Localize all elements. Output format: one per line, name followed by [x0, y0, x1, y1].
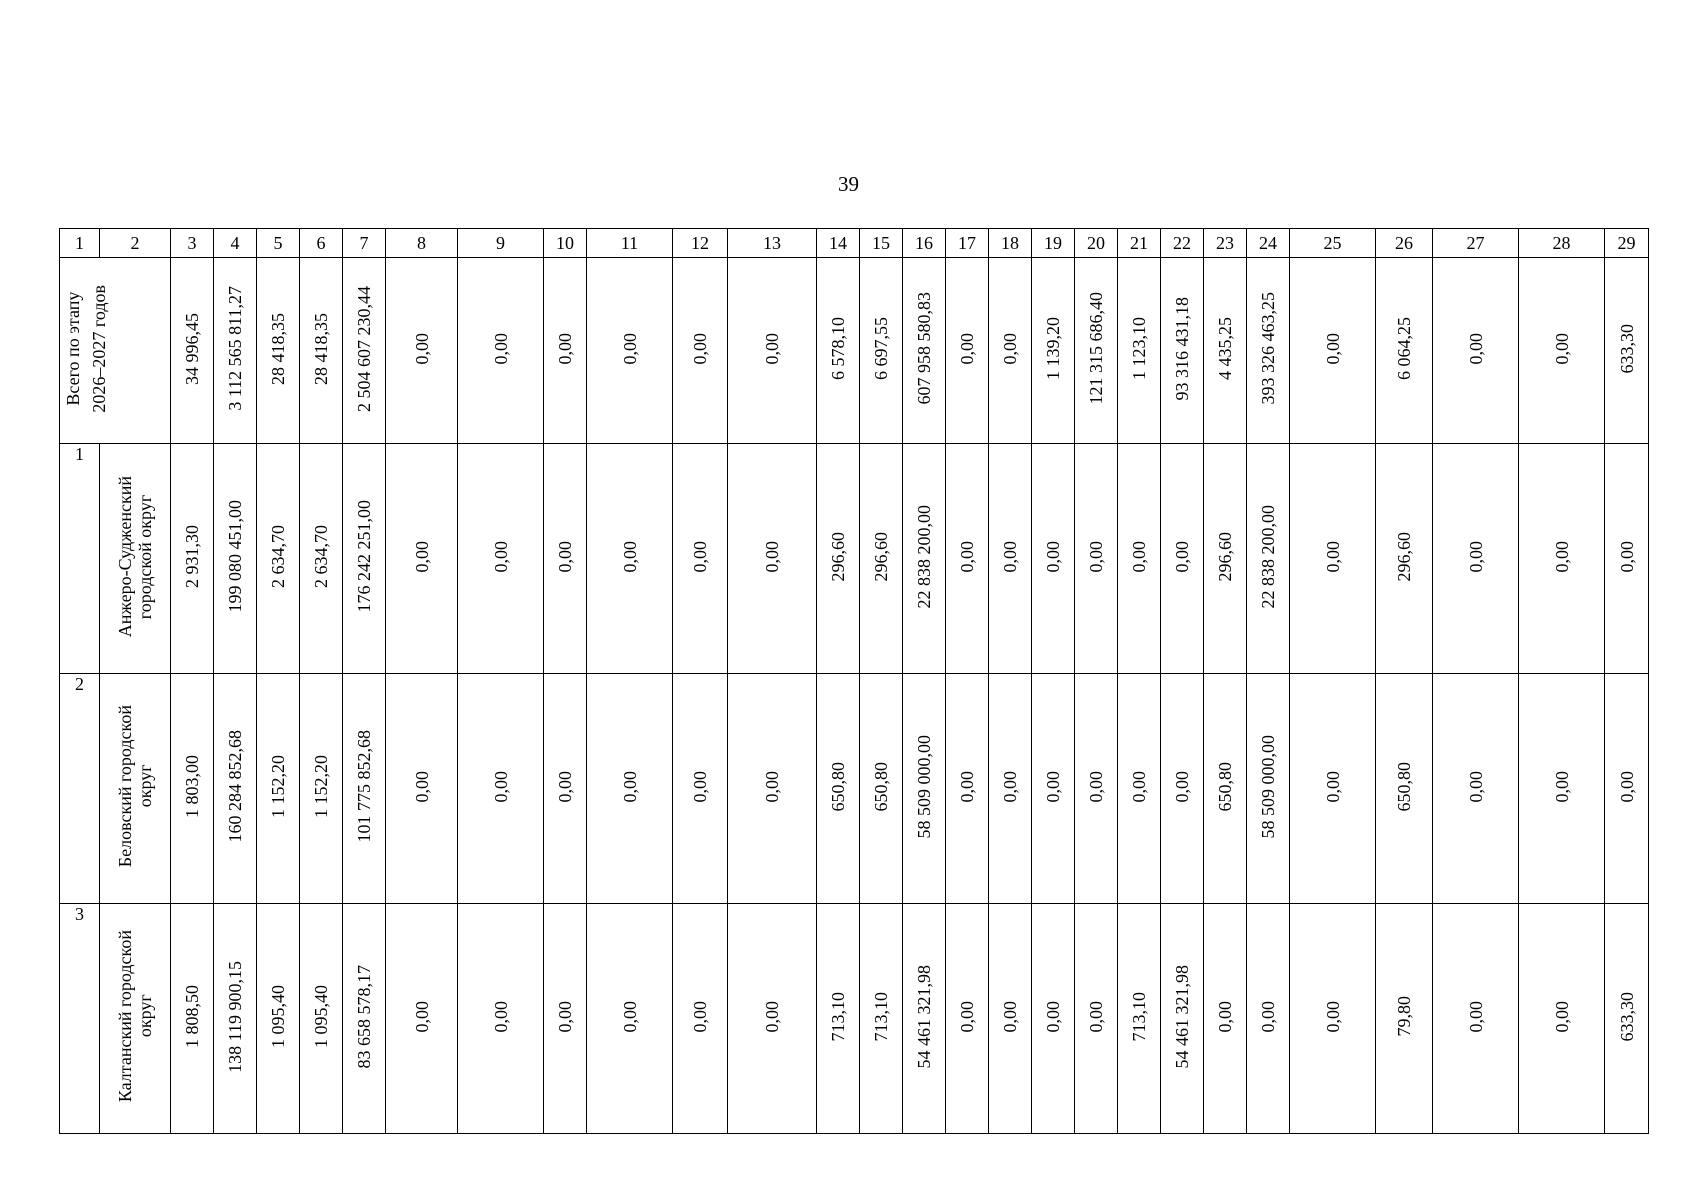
value-cell-text: 101 775 852,68	[354, 730, 374, 843]
value-cell	[817, 444, 860, 674]
value-cell-text: 0,00	[957, 770, 977, 803]
value-cell-text: 0,00	[411, 1000, 432, 1033]
value-cell	[343, 904, 386, 1134]
column-number-cell	[1204, 229, 1247, 258]
value-cell	[1519, 904, 1605, 1134]
column-number-cell-text: 6	[316, 233, 326, 253]
value-cell-text: 0,00	[1551, 1000, 1572, 1033]
total-value-cell	[1290, 258, 1376, 444]
value-cell	[946, 674, 989, 904]
total-value-cell	[343, 258, 386, 444]
value-cell	[1247, 444, 1290, 674]
value-cell-text: 1 152,20	[311, 755, 331, 818]
value-cell	[343, 444, 386, 674]
column-number-cell	[343, 229, 386, 258]
total-value-cell	[1118, 258, 1161, 444]
value-cell	[343, 674, 386, 904]
value-cell-text: 0,00	[957, 1000, 977, 1033]
total-value-cell	[544, 258, 587, 444]
value-cell-text: 0,00	[555, 770, 575, 803]
column-number-cell-text: 22	[1173, 233, 1191, 253]
value-cell	[257, 674, 300, 904]
total-value-cell-text: 0,00	[957, 332, 977, 365]
value-cell	[1519, 444, 1605, 674]
total-value-cell-text: 0,00	[1322, 332, 1343, 365]
total-value-cell-text: 393 326 463,25	[1258, 292, 1278, 405]
value-cell	[386, 444, 458, 674]
column-number-cell	[386, 229, 458, 258]
value-cell	[1376, 674, 1433, 904]
value-cell	[946, 904, 989, 1134]
total-value-cell	[946, 258, 989, 444]
total-row	[60, 258, 1649, 444]
value-cell	[1118, 674, 1161, 904]
value-cell-text: 650,80	[828, 761, 848, 812]
total-value-cell-text: 0,00	[1000, 332, 1020, 365]
value-cell-text: 296,60	[1394, 531, 1414, 582]
row-index-text: 1	[75, 444, 84, 464]
value-cell	[1247, 674, 1290, 904]
value-cell-text: 0,00	[411, 540, 432, 573]
value-cell	[544, 904, 587, 1134]
value-cell	[214, 904, 257, 1134]
value-cell-text: 0,00	[619, 540, 640, 573]
value-cell-text: 0,00	[1551, 770, 1572, 803]
value-cell-text: 0,00	[1086, 1000, 1106, 1033]
total-value-cell	[386, 258, 458, 444]
value-cell	[1161, 444, 1204, 674]
value-cell	[989, 444, 1032, 674]
value-cell-text: 0,00	[1322, 770, 1343, 803]
value-cell-text: 1 152,20	[268, 755, 288, 818]
column-number-cell	[673, 229, 728, 258]
total-value-cell	[458, 258, 544, 444]
total-value-cell-text: 6 697,55	[871, 317, 891, 380]
total-value-cell	[1376, 258, 1433, 444]
municipality-name-text: Анжеро-Судженский городской округ	[115, 475, 155, 638]
value-cell-text: 0,00	[1043, 770, 1063, 803]
value-cell	[386, 674, 458, 904]
column-number-cell-text: 1	[75, 233, 84, 253]
total-value-cell	[1605, 258, 1649, 444]
value-cell-text: 58 509 000,00	[914, 734, 934, 839]
total-value-cell-text: 93 316 431,18	[1172, 296, 1192, 401]
total-value-cell	[257, 258, 300, 444]
column-number-cell-text: 16	[915, 233, 933, 253]
value-cell-text: 0,00	[1465, 540, 1486, 573]
value-cell	[903, 444, 946, 674]
value-cell	[860, 674, 903, 904]
row-index	[60, 904, 100, 1134]
column-number-cell-text: 24	[1259, 233, 1277, 253]
value-cell-text: 0,00	[1215, 1000, 1235, 1033]
value-cell-text: 0,00	[762, 1000, 782, 1033]
value-cell	[1290, 904, 1376, 1134]
value-cell	[214, 444, 257, 674]
total-value-cell-text: 28 418,35	[311, 312, 331, 385]
total-value-cell-text: 0,00	[762, 332, 782, 365]
column-number-cell-text: 26	[1395, 233, 1413, 253]
column-number-cell	[1290, 229, 1376, 258]
value-cell	[817, 674, 860, 904]
value-cell-text: 0,00	[619, 1000, 640, 1033]
value-cell-text: 713,10	[1129, 991, 1149, 1042]
column-number-cell	[817, 229, 860, 258]
municipality-name	[100, 904, 171, 1134]
value-cell	[458, 444, 544, 674]
value-cell	[673, 674, 728, 904]
column-number-cell	[728, 229, 817, 258]
value-cell-text: 0,00	[1551, 540, 1572, 573]
value-cell-text: 79,80	[1394, 996, 1414, 1037]
column-number-cell-text: 7	[359, 233, 369, 253]
total-value-cell	[300, 258, 343, 444]
value-cell-text: 22 838 200,00	[1258, 504, 1278, 609]
total-value-cell-text: 0,00	[490, 332, 511, 365]
value-cell	[1075, 444, 1118, 674]
value-cell-text: 160 284 852,68	[225, 730, 245, 843]
value-cell-text: 0,00	[762, 540, 782, 573]
total-value-cell-text: 0,00	[555, 332, 575, 365]
table-row	[60, 674, 1649, 904]
value-cell	[728, 904, 817, 1134]
municipality-name	[100, 444, 171, 674]
value-cell	[1290, 444, 1376, 674]
value-cell-text: 0,00	[1465, 1000, 1486, 1033]
value-cell-text: 0,00	[490, 540, 511, 573]
column-number-cell	[60, 229, 100, 258]
value-cell	[1605, 674, 1649, 904]
value-cell-text: 0,00	[411, 770, 432, 803]
column-number-cell-text: 18	[1001, 233, 1019, 253]
value-cell	[544, 444, 587, 674]
page-number: 39	[838, 172, 859, 196]
value-cell	[1376, 444, 1433, 674]
total-value-cell	[1433, 258, 1519, 444]
value-cell-text: 0,00	[1616, 770, 1637, 803]
total-value-cell-text: 34 996,45	[182, 312, 202, 385]
value-cell-text: 176 242 251,00	[354, 500, 374, 613]
column-number-cell-text: 27	[1466, 233, 1485, 253]
total-value-cell-text: 6 064,25	[1394, 317, 1414, 380]
value-cell	[1433, 674, 1519, 904]
row-index	[60, 444, 100, 674]
value-cell-text: 54 461 321,98	[1172, 964, 1192, 1069]
value-cell	[214, 674, 257, 904]
value-cell-text: 713,10	[828, 991, 848, 1042]
total-value-cell	[214, 258, 257, 444]
total-value-cell	[1075, 258, 1118, 444]
total-value-cell-text: 0,00	[1551, 332, 1572, 365]
value-cell	[1290, 674, 1376, 904]
value-cell	[1032, 674, 1075, 904]
value-cell-text: 0,00	[490, 1000, 511, 1033]
value-cell-text: 22 838 200,00	[914, 504, 934, 609]
total-value-cell-text: 28 418,35	[268, 312, 288, 385]
value-cell	[1605, 444, 1649, 674]
column-number-cell	[544, 229, 587, 258]
value-cell-text: 0,00	[1129, 540, 1149, 573]
value-cell-text: 1 095,40	[268, 985, 288, 1048]
total-value-cell-text: 3 112 565 811,27	[225, 286, 245, 411]
total-value-cell-text: 121 315 686,40	[1086, 292, 1106, 405]
value-cell-text: 0,00	[762, 770, 782, 803]
column-number-cell	[1075, 229, 1118, 258]
total-value-cell-text: 0,00	[690, 332, 710, 365]
value-cell	[1161, 674, 1204, 904]
column-number-cell	[257, 229, 300, 258]
value-cell-text: 0,00	[957, 540, 977, 573]
column-number-cell	[214, 229, 257, 258]
total-value-cell	[728, 258, 817, 444]
column-number-cell	[1247, 229, 1290, 258]
column-number-cell	[1605, 229, 1649, 258]
value-cell-text: 83 658 578,17	[354, 964, 374, 1069]
column-number-cell-text: 20	[1087, 233, 1105, 253]
table-row	[60, 444, 1649, 674]
value-cell-text: 0,00	[1000, 1000, 1020, 1033]
municipality-name	[100, 674, 171, 904]
value-cell	[1247, 904, 1290, 1134]
value-cell	[1118, 444, 1161, 674]
column-number-cell	[300, 229, 343, 258]
column-number-cell	[100, 229, 171, 258]
column-number-cell-text: 28	[1552, 233, 1571, 253]
value-cell	[171, 674, 214, 904]
value-cell-text: 650,80	[871, 761, 891, 812]
value-cell-text: 0,00	[1322, 1000, 1343, 1033]
total-value-cell	[989, 258, 1032, 444]
value-cell	[1605, 904, 1649, 1134]
value-cell-text: 0,00	[690, 1000, 710, 1033]
column-number-cell-text: 10	[556, 233, 574, 253]
municipality-name-text: Калтанский городской округ	[115, 930, 155, 1103]
value-cell	[1519, 674, 1605, 904]
total-value-cell	[860, 258, 903, 444]
value-cell-text: 58 509 000,00	[1258, 734, 1278, 839]
column-number-cell	[587, 229, 673, 258]
column-number-cell-text: 14	[829, 233, 847, 253]
row-index	[60, 674, 100, 904]
value-cell	[300, 444, 343, 674]
value-cell	[587, 904, 673, 1134]
total-value-cell	[817, 258, 860, 444]
value-cell	[903, 674, 946, 904]
column-number-cell-text: 2	[130, 233, 140, 253]
value-cell	[1433, 444, 1519, 674]
column-number-cell-text: 13	[763, 233, 781, 253]
value-cell-text: 1 803,00	[182, 755, 202, 818]
value-cell-text: 0,00	[1258, 1000, 1278, 1033]
value-cell	[458, 904, 544, 1134]
value-cell-text: 0,00	[1322, 540, 1343, 573]
value-cell	[257, 444, 300, 674]
total-row-label	[60, 258, 171, 444]
value-cell	[1032, 904, 1075, 1134]
value-cell-text: 0,00	[690, 770, 710, 803]
total-value-cell-text: 0,00	[619, 332, 640, 365]
column-number-cell-text: 29	[1617, 233, 1636, 253]
value-cell-text: 0,00	[619, 770, 640, 803]
column-number-cell-text: 3	[187, 233, 197, 253]
value-cell	[903, 904, 946, 1134]
column-number-cell-text: 11	[620, 233, 639, 253]
value-cell	[1204, 674, 1247, 904]
total-value-cell-text: 1 123,10	[1129, 317, 1149, 380]
value-cell-text: 650,80	[1215, 761, 1235, 812]
value-cell-text: 0,00	[555, 540, 575, 573]
value-cell	[860, 904, 903, 1134]
column-number-cell-text: 9	[496, 233, 505, 253]
column-number-cell	[946, 229, 989, 258]
total-value-cell	[1247, 258, 1290, 444]
value-cell	[673, 904, 728, 1134]
column-number-cell	[1519, 229, 1605, 258]
column-number-cell-text: 12	[691, 233, 709, 253]
value-cell-text: 0,00	[1616, 540, 1637, 573]
column-number-row	[60, 229, 1649, 258]
value-cell	[1433, 904, 1519, 1134]
value-cell-text: 0,00	[1000, 770, 1020, 803]
value-cell	[1376, 904, 1433, 1134]
value-cell	[587, 674, 673, 904]
column-number-cell-text: 15	[872, 233, 890, 253]
column-number-cell	[1376, 229, 1433, 258]
data-table	[59, 228, 1649, 1134]
value-cell-text: 0,00	[1172, 770, 1192, 803]
value-cell-text: 2 634,70	[268, 525, 288, 588]
value-cell-text: 0,00	[490, 770, 511, 803]
total-value-cell	[1519, 258, 1605, 444]
column-number-cell	[171, 229, 214, 258]
column-number-cell	[860, 229, 903, 258]
value-cell-text: 2 634,70	[311, 525, 331, 588]
value-cell-text: 0,00	[1086, 540, 1106, 573]
total-value-cell-text: 633,30	[1616, 323, 1637, 374]
column-number-cell-text: 4	[230, 233, 240, 253]
value-cell	[1118, 904, 1161, 1134]
value-cell-text: 0,00	[1043, 1000, 1063, 1033]
value-cell	[860, 444, 903, 674]
total-value-cell	[673, 258, 728, 444]
total-value-cell	[903, 258, 946, 444]
municipality-name-text: Беловский городской округ	[115, 705, 155, 868]
column-number-cell-text: 25	[1323, 233, 1342, 253]
value-cell	[1204, 904, 1247, 1134]
value-cell	[673, 444, 728, 674]
value-cell-text: 296,60	[871, 531, 891, 582]
value-cell	[171, 904, 214, 1134]
value-cell-text: 199 080 451,00	[225, 500, 245, 613]
value-cell	[386, 904, 458, 1134]
column-number-cell-text: 5	[273, 233, 283, 253]
value-cell	[257, 904, 300, 1134]
value-cell	[300, 674, 343, 904]
value-cell-text: 0,00	[690, 540, 710, 573]
value-cell	[544, 674, 587, 904]
total-value-cell	[587, 258, 673, 444]
value-cell-text: 633,30	[1616, 991, 1637, 1042]
value-cell	[1075, 904, 1118, 1134]
total-value-cell	[1161, 258, 1204, 444]
total-value-cell-text: 0,00	[1465, 332, 1486, 365]
total-value-cell	[1032, 258, 1075, 444]
value-cell	[1161, 904, 1204, 1134]
value-cell	[300, 904, 343, 1134]
value-cell-text: 2 931,30	[182, 525, 202, 588]
column-number-cell	[1118, 229, 1161, 258]
value-cell-text: 0,00	[1465, 770, 1486, 803]
value-cell	[728, 444, 817, 674]
value-cell-text: 1 095,40	[311, 985, 331, 1048]
value-cell	[1075, 674, 1118, 904]
value-cell	[458, 674, 544, 904]
value-cell-text: 1 808,50	[182, 985, 202, 1048]
value-cell	[817, 904, 860, 1134]
column-number-cell	[458, 229, 544, 258]
value-cell	[1032, 444, 1075, 674]
total-value-cell-text: 2 504 607 230,44	[354, 285, 374, 412]
column-number-cell	[1161, 229, 1204, 258]
value-cell-text: 0,00	[1172, 540, 1192, 573]
value-cell-text: 0,00	[1043, 540, 1063, 573]
value-cell-text: 0,00	[1086, 770, 1106, 803]
total-value-cell	[171, 258, 214, 444]
total-value-cell-text: 4 435,25	[1215, 317, 1235, 380]
value-cell-text: 650,80	[1394, 761, 1414, 812]
column-number-cell-text: 17	[958, 233, 976, 253]
column-number-cell	[1433, 229, 1519, 258]
column-number-cell-text: 23	[1216, 233, 1234, 253]
total-value-cell-text: 1 139,20	[1043, 317, 1063, 380]
value-cell-text: 0,00	[555, 1000, 575, 1033]
value-cell	[1204, 444, 1247, 674]
value-cell	[946, 444, 989, 674]
table-row	[60, 904, 1649, 1134]
value-cell	[171, 444, 214, 674]
total-value-cell-text: 6 578,10	[828, 317, 848, 380]
total-row-label-text: Всего по этапу 2026–2027 годов	[63, 284, 109, 413]
value-cell-text: 296,60	[1215, 531, 1235, 582]
total-value-cell-text: 607 958 580,83	[914, 292, 934, 405]
value-cell	[989, 674, 1032, 904]
total-value-cell	[1204, 258, 1247, 444]
column-number-cell-text: 19	[1044, 233, 1062, 253]
value-cell-text: 296,60	[828, 531, 848, 582]
column-number-cell	[903, 229, 946, 258]
value-cell-text: 54 461 321,98	[914, 964, 934, 1069]
value-cell	[587, 444, 673, 674]
column-number-cell-text: 21	[1130, 233, 1148, 253]
total-value-cell-text: 0,00	[411, 332, 432, 365]
column-number-cell-text: 8	[417, 233, 426, 253]
row-index-text: 2	[75, 674, 84, 694]
value-cell	[989, 904, 1032, 1134]
column-number-cell	[989, 229, 1032, 258]
row-index-text: 3	[75, 904, 84, 924]
value-cell	[728, 674, 817, 904]
value-cell-text: 0,00	[1129, 770, 1149, 803]
value-cell-text: 0,00	[1000, 540, 1020, 573]
value-cell-text: 713,10	[871, 991, 891, 1042]
value-cell-text: 138 119 900,15	[225, 960, 245, 1073]
column-number-cell	[1032, 229, 1075, 258]
